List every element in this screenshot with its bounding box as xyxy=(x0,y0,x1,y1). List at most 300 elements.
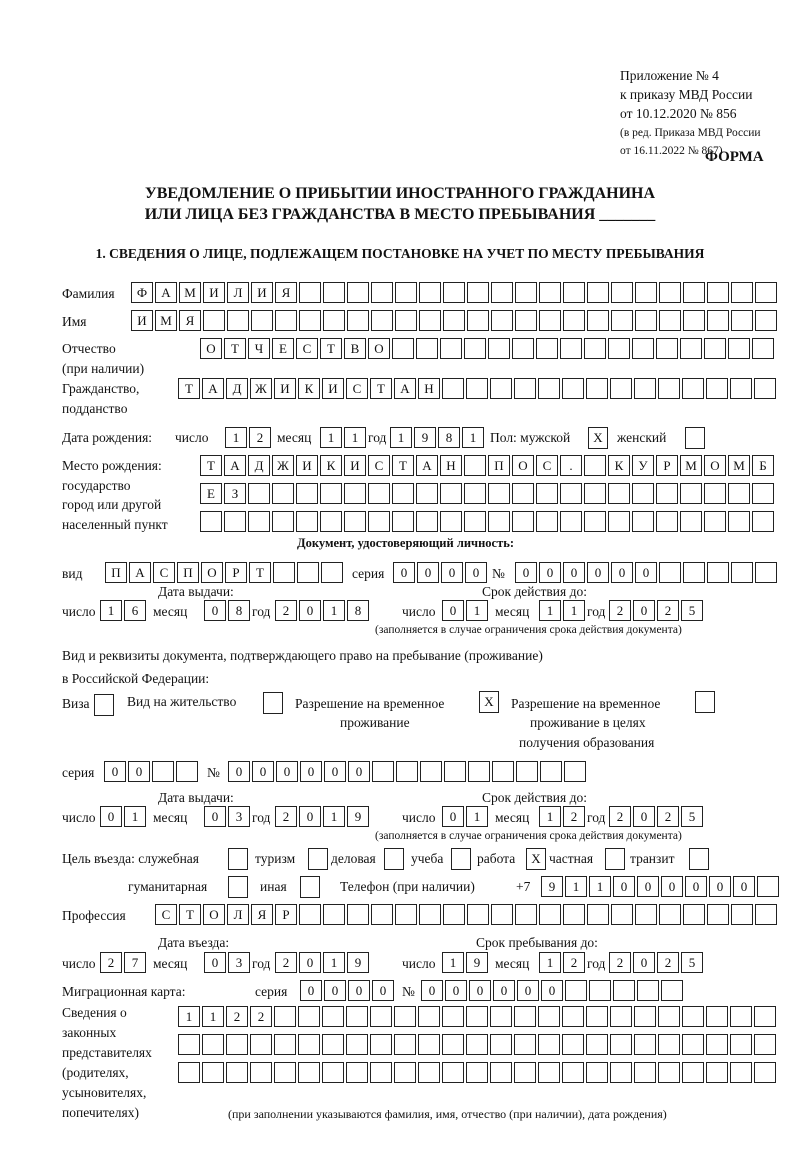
char-cell[interactable] xyxy=(754,1062,776,1083)
char-cell[interactable] xyxy=(680,338,702,359)
char-cell[interactable] xyxy=(344,483,366,504)
char-cell[interactable] xyxy=(728,483,750,504)
char-cell[interactable]: 0 xyxy=(300,980,322,1001)
char-cell[interactable] xyxy=(730,1062,752,1083)
char-cell[interactable]: 0 xyxy=(685,876,707,897)
char-cell[interactable] xyxy=(202,1062,224,1083)
char-cell[interactable]: Р xyxy=(656,455,678,476)
char-cell[interactable] xyxy=(608,511,630,532)
char-cell[interactable]: 2 xyxy=(275,806,297,827)
char-cell[interactable] xyxy=(658,1062,680,1083)
char-cell[interactable]: И xyxy=(131,310,153,331)
char-cell[interactable]: 0 xyxy=(421,980,443,1001)
char-cell[interactable] xyxy=(346,1034,368,1055)
char-cell[interactable] xyxy=(250,1062,272,1083)
char-cell[interactable] xyxy=(464,338,486,359)
profession-field[interactable] xyxy=(155,904,779,926)
char-cell[interactable] xyxy=(442,1006,464,1027)
char-cell[interactable] xyxy=(754,1006,776,1027)
char-cell[interactable] xyxy=(659,282,681,303)
char-cell[interactable] xyxy=(368,483,390,504)
char-cell[interactable]: 1 xyxy=(466,806,488,827)
char-cell[interactable]: Я xyxy=(251,904,273,925)
char-cell[interactable] xyxy=(514,1062,536,1083)
char-cell[interactable]: А xyxy=(155,282,177,303)
char-cell[interactable] xyxy=(683,310,705,331)
char-cell[interactable] xyxy=(658,378,680,399)
char-cell[interactable] xyxy=(275,310,297,331)
char-cell[interactable] xyxy=(419,310,441,331)
mc-number-field[interactable] xyxy=(421,980,685,1002)
char-cell[interactable]: 0 xyxy=(393,562,415,583)
char-cell[interactable]: 0 xyxy=(637,876,659,897)
char-cell[interactable]: 0 xyxy=(611,562,633,583)
char-cell[interactable]: Я xyxy=(275,282,297,303)
char-cell[interactable] xyxy=(587,904,609,925)
char-cell[interactable] xyxy=(347,904,369,925)
char-cell[interactable]: Т xyxy=(178,378,200,399)
char-cell[interactable]: С xyxy=(536,455,558,476)
char-cell[interactable] xyxy=(394,1006,416,1027)
char-cell[interactable] xyxy=(658,1034,680,1055)
char-cell[interactable] xyxy=(274,1006,296,1027)
char-cell[interactable] xyxy=(656,511,678,532)
char-cell[interactable] xyxy=(706,1034,728,1055)
char-cell[interactable] xyxy=(610,1062,632,1083)
stay-month-field[interactable] xyxy=(539,952,587,974)
char-cell[interactable]: 2 xyxy=(563,806,585,827)
char-cell[interactable] xyxy=(442,378,464,399)
id-kind-field[interactable] xyxy=(105,562,345,584)
char-cell[interactable]: В xyxy=(344,338,366,359)
char-cell[interactable] xyxy=(611,310,633,331)
char-cell[interactable] xyxy=(346,1006,368,1027)
char-cell[interactable] xyxy=(490,378,512,399)
char-cell[interactable]: 1 xyxy=(466,600,488,621)
birth-day-field[interactable] xyxy=(225,427,273,449)
char-cell[interactable]: 1 xyxy=(539,806,561,827)
char-cell[interactable] xyxy=(418,1062,440,1083)
char-cell[interactable]: Т xyxy=(392,455,414,476)
char-cell[interactable]: 1 xyxy=(589,876,611,897)
char-cell[interactable] xyxy=(394,1034,416,1055)
residence-permit-checkbox[interactable] xyxy=(263,692,283,714)
char-cell[interactable] xyxy=(297,562,319,583)
char-cell[interactable]: 0 xyxy=(299,806,321,827)
char-cell[interactable]: К xyxy=(298,378,320,399)
char-cell[interactable] xyxy=(586,1034,608,1055)
char-cell[interactable] xyxy=(272,483,294,504)
char-cell[interactable] xyxy=(488,511,510,532)
char-cell[interactable] xyxy=(562,378,584,399)
char-cell[interactable]: Л xyxy=(227,904,249,925)
char-cell[interactable]: 2 xyxy=(609,600,631,621)
char-cell[interactable] xyxy=(611,904,633,925)
char-cell[interactable] xyxy=(464,483,486,504)
char-cell[interactable] xyxy=(538,1062,560,1083)
char-cell[interactable]: 0 xyxy=(204,806,226,827)
char-cell[interactable] xyxy=(706,1006,728,1027)
char-cell[interactable]: 2 xyxy=(250,1006,272,1027)
char-cell[interactable] xyxy=(344,511,366,532)
char-cell[interactable] xyxy=(563,904,585,925)
id-issue-month-field[interactable] xyxy=(204,600,252,622)
char-cell[interactable] xyxy=(492,761,514,782)
char-cell[interactable] xyxy=(178,1034,200,1055)
char-cell[interactable] xyxy=(346,1062,368,1083)
char-cell[interactable] xyxy=(347,310,369,331)
char-cell[interactable]: 1 xyxy=(442,952,464,973)
char-cell[interactable] xyxy=(370,1006,392,1027)
right-number-field[interactable] xyxy=(228,761,588,783)
char-cell[interactable] xyxy=(754,378,776,399)
char-cell[interactable] xyxy=(730,1034,752,1055)
char-cell[interactable]: 0 xyxy=(299,600,321,621)
char-cell[interactable] xyxy=(512,483,534,504)
char-cell[interactable] xyxy=(395,904,417,925)
char-cell[interactable] xyxy=(248,511,270,532)
char-cell[interactable]: 0 xyxy=(252,761,274,782)
char-cell[interactable] xyxy=(273,562,295,583)
char-cell[interactable]: 8 xyxy=(228,600,250,621)
char-cell[interactable]: 0 xyxy=(442,806,464,827)
char-cell[interactable]: 1 xyxy=(225,427,247,448)
char-cell[interactable]: З xyxy=(224,483,246,504)
char-cell[interactable] xyxy=(562,1006,584,1027)
char-cell[interactable]: Ф xyxy=(131,282,153,303)
purpose-private-checkbox[interactable] xyxy=(605,848,625,870)
char-cell[interactable] xyxy=(491,282,513,303)
char-cell[interactable]: Н xyxy=(418,378,440,399)
char-cell[interactable]: 1 xyxy=(323,600,345,621)
char-cell[interactable] xyxy=(299,310,321,331)
char-cell[interactable] xyxy=(392,511,414,532)
char-cell[interactable] xyxy=(565,980,587,1001)
char-cell[interactable] xyxy=(706,378,728,399)
char-cell[interactable]: 0 xyxy=(661,876,683,897)
char-cell[interactable]: Т xyxy=(320,338,342,359)
char-cell[interactable] xyxy=(563,310,585,331)
char-cell[interactable] xyxy=(466,1034,488,1055)
char-cell[interactable] xyxy=(323,904,345,925)
char-cell[interactable]: Н xyxy=(440,455,462,476)
purpose-other-checkbox[interactable] xyxy=(300,876,320,898)
char-cell[interactable] xyxy=(296,483,318,504)
char-cell[interactable]: 1 xyxy=(344,427,366,448)
char-cell[interactable] xyxy=(634,1034,656,1055)
char-cell[interactable] xyxy=(514,1006,536,1027)
char-cell[interactable]: 0 xyxy=(442,600,464,621)
char-cell[interactable]: 1 xyxy=(320,427,342,448)
char-cell[interactable] xyxy=(321,562,343,583)
char-cell[interactable] xyxy=(752,483,774,504)
char-cell[interactable] xyxy=(152,761,174,782)
char-cell[interactable] xyxy=(320,483,342,504)
char-cell[interactable] xyxy=(515,904,537,925)
char-cell[interactable] xyxy=(540,761,562,782)
char-cell[interactable] xyxy=(731,310,753,331)
char-cell[interactable] xyxy=(442,1062,464,1083)
char-cell[interactable]: 0 xyxy=(633,952,655,973)
char-cell[interactable] xyxy=(560,338,582,359)
right-issue-month-field[interactable] xyxy=(204,806,252,828)
char-cell[interactable]: 2 xyxy=(275,952,297,973)
char-cell[interactable]: 1 xyxy=(539,600,561,621)
char-cell[interactable] xyxy=(584,511,606,532)
char-cell[interactable] xyxy=(512,338,534,359)
char-cell[interactable]: А xyxy=(224,455,246,476)
char-cell[interactable] xyxy=(587,310,609,331)
char-cell[interactable]: 0 xyxy=(372,980,394,1001)
char-cell[interactable]: 0 xyxy=(469,980,491,1001)
char-cell[interactable] xyxy=(683,562,705,583)
char-cell[interactable] xyxy=(226,1034,248,1055)
char-cell[interactable] xyxy=(611,282,633,303)
char-cell[interactable] xyxy=(584,483,606,504)
char-cell[interactable] xyxy=(490,1062,512,1083)
char-cell[interactable]: К xyxy=(608,455,630,476)
char-cell[interactable]: 0 xyxy=(276,761,298,782)
char-cell[interactable] xyxy=(707,310,729,331)
char-cell[interactable] xyxy=(730,378,752,399)
char-cell[interactable]: Ч xyxy=(248,338,270,359)
char-cell[interactable]: И xyxy=(203,282,225,303)
char-cell[interactable] xyxy=(420,761,442,782)
char-cell[interactable] xyxy=(443,310,465,331)
char-cell[interactable]: С xyxy=(296,338,318,359)
char-cell[interactable]: М xyxy=(680,455,702,476)
char-cell[interactable] xyxy=(440,338,462,359)
char-cell[interactable]: 9 xyxy=(466,952,488,973)
char-cell[interactable]: М xyxy=(155,310,177,331)
visa-checkbox[interactable] xyxy=(94,694,114,716)
char-cell[interactable]: 0 xyxy=(228,761,250,782)
char-cell[interactable]: И xyxy=(344,455,366,476)
char-cell[interactable]: 2 xyxy=(100,952,122,973)
char-cell[interactable] xyxy=(178,1062,200,1083)
purpose-official-checkbox[interactable] xyxy=(228,848,248,870)
char-cell[interactable]: Б xyxy=(752,455,774,476)
char-cell[interactable]: 8 xyxy=(438,427,460,448)
char-cell[interactable]: Е xyxy=(272,338,294,359)
char-cell[interactable]: 0 xyxy=(493,980,515,1001)
char-cell[interactable]: И xyxy=(296,455,318,476)
char-cell[interactable] xyxy=(466,1006,488,1027)
sex-male-checkbox[interactable]: X xyxy=(588,427,608,449)
char-cell[interactable] xyxy=(656,483,678,504)
char-cell[interactable] xyxy=(250,1034,272,1055)
char-cell[interactable] xyxy=(396,761,418,782)
char-cell[interactable] xyxy=(347,282,369,303)
char-cell[interactable] xyxy=(704,338,726,359)
char-cell[interactable] xyxy=(464,455,486,476)
char-cell[interactable] xyxy=(395,310,417,331)
char-cell[interactable]: 5 xyxy=(681,600,703,621)
char-cell[interactable] xyxy=(560,483,582,504)
char-cell[interactable] xyxy=(488,483,510,504)
char-cell[interactable] xyxy=(680,511,702,532)
char-cell[interactable] xyxy=(562,1034,584,1055)
purpose-humanitarian-checkbox[interactable] xyxy=(228,876,248,898)
char-cell[interactable] xyxy=(755,282,777,303)
char-cell[interactable]: 0 xyxy=(445,980,467,1001)
char-cell[interactable]: Ж xyxy=(272,455,294,476)
char-cell[interactable] xyxy=(613,980,635,1001)
char-cell[interactable] xyxy=(491,904,513,925)
char-cell[interactable] xyxy=(468,761,490,782)
char-cell[interactable]: 0 xyxy=(104,761,126,782)
mc-series-field[interactable] xyxy=(300,980,396,1002)
char-cell[interactable]: 2 xyxy=(563,952,585,973)
char-cell[interactable] xyxy=(608,338,630,359)
char-cell[interactable]: С xyxy=(368,455,390,476)
char-cell[interactable]: 1 xyxy=(124,806,146,827)
char-cell[interactable]: Л xyxy=(227,282,249,303)
right-valid-month-field[interactable] xyxy=(539,806,587,828)
char-cell[interactable]: 0 xyxy=(204,952,226,973)
char-cell[interactable]: 2 xyxy=(657,600,679,621)
char-cell[interactable]: 1 xyxy=(390,427,412,448)
birth-year-field[interactable] xyxy=(390,427,486,449)
char-cell[interactable] xyxy=(394,1062,416,1083)
char-cell[interactable] xyxy=(536,483,558,504)
char-cell[interactable] xyxy=(704,483,726,504)
char-cell[interactable]: А xyxy=(129,562,151,583)
char-cell[interactable]: 3 xyxy=(228,806,250,827)
reps-field-2[interactable] xyxy=(178,1034,778,1056)
char-cell[interactable]: О xyxy=(203,904,225,925)
char-cell[interactable] xyxy=(728,338,750,359)
char-cell[interactable] xyxy=(707,282,729,303)
birthplace-field-1[interactable] xyxy=(200,455,776,477)
char-cell[interactable] xyxy=(586,378,608,399)
char-cell[interactable]: 1 xyxy=(202,1006,224,1027)
char-cell[interactable]: 0 xyxy=(348,980,370,1001)
char-cell[interactable] xyxy=(682,1062,704,1083)
char-cell[interactable] xyxy=(466,378,488,399)
char-cell[interactable]: 9 xyxy=(347,952,369,973)
char-cell[interactable] xyxy=(659,310,681,331)
right-issue-day-field[interactable] xyxy=(100,806,148,828)
char-cell[interactable]: 0 xyxy=(733,876,755,897)
char-cell[interactable] xyxy=(440,511,462,532)
char-cell[interactable] xyxy=(634,1062,656,1083)
char-cell[interactable] xyxy=(707,562,729,583)
entry-month-field[interactable] xyxy=(204,952,252,974)
char-cell[interactable] xyxy=(754,1034,776,1055)
char-cell[interactable] xyxy=(659,562,681,583)
char-cell[interactable]: . xyxy=(560,455,582,476)
char-cell[interactable]: 0 xyxy=(324,761,346,782)
char-cell[interactable] xyxy=(226,1062,248,1083)
char-cell[interactable] xyxy=(371,310,393,331)
char-cell[interactable]: 1 xyxy=(100,600,122,621)
char-cell[interactable] xyxy=(392,483,414,504)
char-cell[interactable]: И xyxy=(251,282,273,303)
char-cell[interactable]: Т xyxy=(179,904,201,925)
char-cell[interactable] xyxy=(539,282,561,303)
char-cell[interactable] xyxy=(635,310,657,331)
char-cell[interactable] xyxy=(728,511,750,532)
char-cell[interactable]: 0 xyxy=(299,952,321,973)
char-cell[interactable]: 2 xyxy=(609,952,631,973)
char-cell[interactable] xyxy=(416,483,438,504)
char-cell[interactable] xyxy=(586,1006,608,1027)
stay-year-field[interactable] xyxy=(609,952,705,974)
citizenship-field[interactable] xyxy=(178,378,778,400)
char-cell[interactable] xyxy=(299,904,321,925)
char-cell[interactable] xyxy=(490,1034,512,1055)
char-cell[interactable] xyxy=(464,511,486,532)
char-cell[interactable] xyxy=(682,378,704,399)
char-cell[interactable]: Я xyxy=(179,310,201,331)
purpose-work-checkbox[interactable]: X xyxy=(526,848,546,870)
char-cell[interactable]: А xyxy=(416,455,438,476)
char-cell[interactable] xyxy=(730,1006,752,1027)
char-cell[interactable]: О xyxy=(201,562,223,583)
char-cell[interactable] xyxy=(442,1034,464,1055)
char-cell[interactable]: 0 xyxy=(417,562,439,583)
char-cell[interactable] xyxy=(296,511,318,532)
char-cell[interactable] xyxy=(298,1006,320,1027)
char-cell[interactable]: 0 xyxy=(348,761,370,782)
char-cell[interactable]: 0 xyxy=(633,600,655,621)
char-cell[interactable] xyxy=(323,282,345,303)
char-cell[interactable] xyxy=(416,338,438,359)
char-cell[interactable]: О xyxy=(704,455,726,476)
char-cell[interactable]: 2 xyxy=(275,600,297,621)
char-cell[interactable] xyxy=(514,378,536,399)
char-cell[interactable] xyxy=(731,562,753,583)
patronymic-field[interactable] xyxy=(200,338,776,360)
char-cell[interactable]: 1 xyxy=(563,600,585,621)
char-cell[interactable]: 0 xyxy=(100,806,122,827)
char-cell[interactable] xyxy=(514,1034,536,1055)
char-cell[interactable] xyxy=(659,904,681,925)
char-cell[interactable] xyxy=(299,282,321,303)
char-cell[interactable]: 0 xyxy=(324,980,346,1001)
char-cell[interactable] xyxy=(632,483,654,504)
char-cell[interactable] xyxy=(466,1062,488,1083)
char-cell[interactable]: 0 xyxy=(128,761,150,782)
char-cell[interactable] xyxy=(682,1006,704,1027)
char-cell[interactable] xyxy=(320,511,342,532)
char-cell[interactable] xyxy=(731,282,753,303)
char-cell[interactable]: С xyxy=(153,562,175,583)
char-cell[interactable] xyxy=(274,1034,296,1055)
char-cell[interactable]: 0 xyxy=(587,562,609,583)
char-cell[interactable]: 0 xyxy=(539,562,561,583)
char-cell[interactable] xyxy=(589,980,611,1001)
birthplace-field-3[interactable] xyxy=(200,511,776,533)
char-cell[interactable]: 1 xyxy=(462,427,484,448)
right-valid-year-field[interactable] xyxy=(609,806,705,828)
id-series-field[interactable] xyxy=(393,562,489,584)
char-cell[interactable]: О xyxy=(368,338,390,359)
char-cell[interactable] xyxy=(632,338,654,359)
char-cell[interactable] xyxy=(418,1006,440,1027)
char-cell[interactable] xyxy=(536,511,558,532)
char-cell[interactable] xyxy=(372,761,394,782)
char-cell[interactable] xyxy=(274,1062,296,1083)
char-cell[interactable] xyxy=(488,338,510,359)
char-cell[interactable]: Д xyxy=(226,378,248,399)
purpose-business-checkbox[interactable] xyxy=(384,848,404,870)
char-cell[interactable]: 0 xyxy=(563,562,585,583)
char-cell[interactable] xyxy=(200,511,222,532)
char-cell[interactable] xyxy=(322,1034,344,1055)
char-cell[interactable]: У xyxy=(632,455,654,476)
